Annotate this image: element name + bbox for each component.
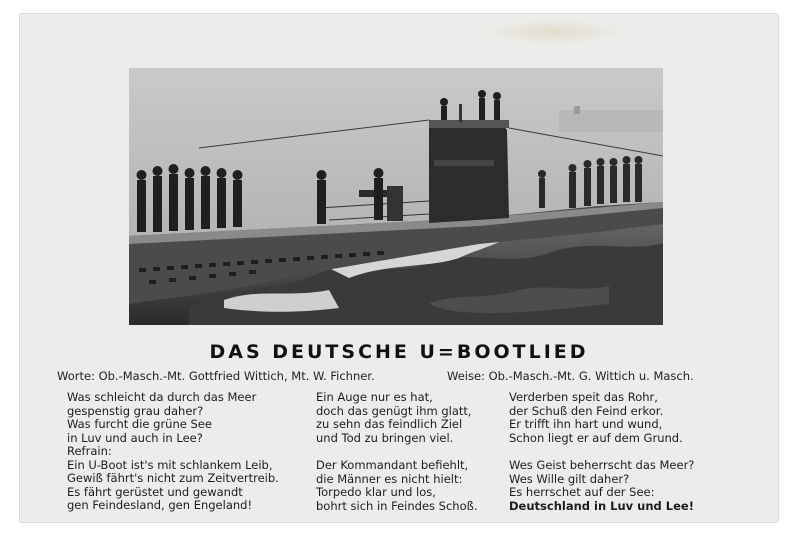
verse-line: der Schuß den Feind erkor. — [509, 403, 664, 418]
verse-line: Wes Wille gilt daher? — [509, 471, 630, 486]
verse-4 — [509, 391, 683, 445]
verse-5 — [509, 459, 694, 513]
verse-line: in Luv und auch in Lee? — [67, 430, 203, 445]
verse-line: und Tod zu bringen viel. — [316, 430, 454, 445]
postcard — [19, 13, 779, 523]
refrain-line: Gewiß fährt's nicht zum Zeitvertreib. — [67, 471, 279, 486]
verse-line: Verderben speit das Rohr, — [509, 390, 658, 404]
verse-line: doch das genügt ihm glatt, — [316, 403, 472, 418]
melody-credit: Weise: Ob.-Masch.-Mt. G. Wittich u. Masch. — [447, 369, 694, 383]
verse-2 — [316, 391, 472, 445]
verse-line: Was schleicht da durch das Meer — [67, 390, 257, 404]
lyrics-credit: Worte: Ob.-Masch.-Mt. Gottfried Wittich, Mt. W. Fichner. — [57, 369, 375, 383]
verse-line: Der Kommandant befiehlt, — [316, 458, 469, 472]
verse-line: Wes Geist beherrscht das Meer? — [509, 458, 695, 472]
refrain-line: gen Feindesland, gen Engeland! — [67, 498, 253, 513]
verse-line: gespenstig grau daher? — [67, 403, 204, 418]
verse-1 — [67, 391, 256, 445]
refrain-label: Refrain: — [67, 444, 112, 458]
verse-line: Es herrschet auf der See: — [509, 485, 655, 500]
verse-line: Torpedo klar und los, — [316, 485, 436, 500]
verse-line: zu sehn das feindlich Ziel — [316, 417, 463, 432]
verse-line: Schon liegt er auf dem Grund. — [509, 430, 683, 445]
refrain — [67, 445, 279, 513]
verse-line: Er trifft ihn hart und wund, — [509, 417, 663, 432]
refrain-line: Ein U-Boot ist's mit schlankem Leib, — [67, 457, 273, 472]
song-title: DAS DEUTSCHE U=BOOTLIED — [209, 341, 589, 363]
verse-line: die Männer es nicht hielt: — [316, 471, 463, 486]
submarine-photo — [129, 68, 663, 325]
verse-3 — [316, 459, 478, 513]
refrain-line: Es fährt gerüstet und gewandt — [67, 484, 243, 499]
final-line: Deutschland in Luv und Lee! — [509, 498, 694, 513]
verse-line: Ein Auge nur es hat, — [316, 390, 433, 404]
verse-line: Was furcht die grüne See — [67, 417, 212, 432]
verse-line: bohrt sich in Feindes Schoß. — [316, 498, 478, 513]
